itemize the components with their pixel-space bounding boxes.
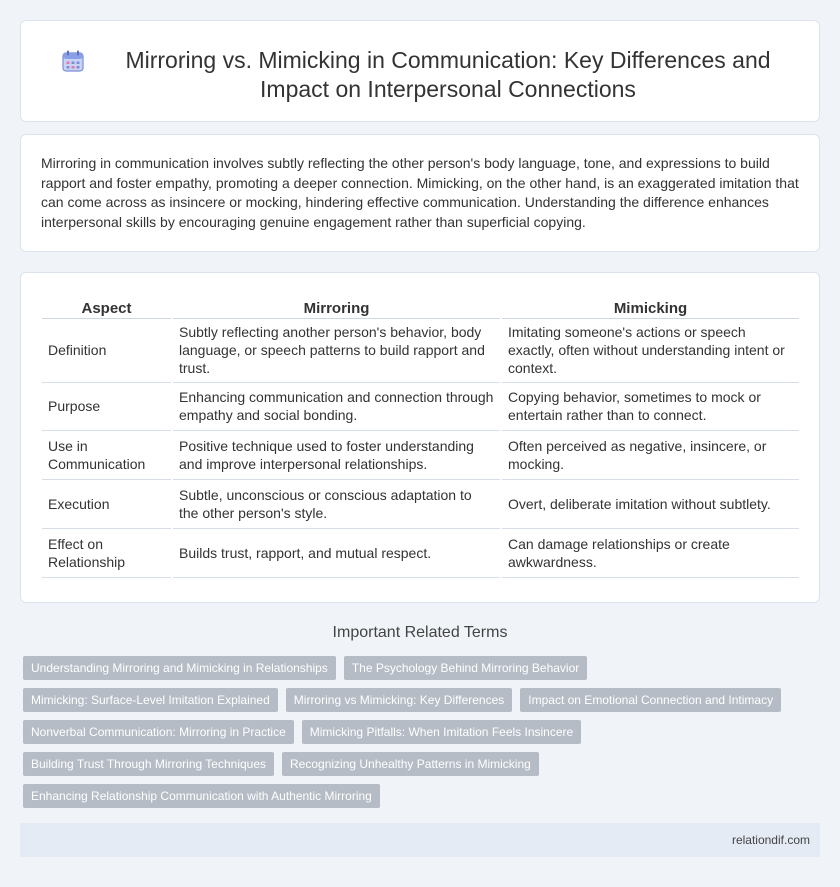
header-mimicking: Mimicking [501, 296, 799, 318]
aspect-cell: Definition [42, 318, 172, 382]
mimicking-cell: Can damage relationships or create awkwardness. [501, 528, 799, 577]
footer-site-link[interactable]: relationdif.com [731, 833, 810, 847]
related-term-link[interactable]: Impact on Emotional Connection and Intimacy [520, 688, 781, 712]
table-row [42, 318, 799, 382]
table-header-row [42, 296, 799, 318]
title-card [20, 20, 820, 122]
related-term-link[interactable]: Mirroring vs Mimicking: Key Differences [286, 688, 513, 712]
mimicking-cell: Imitating someone's actions or speech exactly, often without understanding intent or context. [501, 318, 799, 382]
aspect-cell: Execution [42, 479, 172, 528]
comparison-table [42, 296, 799, 578]
aspect-cell: Use in Communication [42, 430, 172, 479]
related-term-link[interactable]: Mimicking: Surface-Level Imitation Explained [23, 688, 278, 712]
table-row [42, 479, 799, 528]
related-term-link[interactable]: Recognizing Unhealthy Patterns in Mimicking [282, 752, 539, 776]
header-mirroring: Mirroring [172, 296, 501, 318]
mirroring-cell: Subtly reflecting another person's behavior, body language, or speech patterns to build rapport and trust. [172, 318, 501, 382]
intro-card [20, 134, 820, 252]
related-terms-heading: Important Related Terms [332, 624, 508, 641]
related-terms-list [23, 656, 813, 816]
table-row [42, 528, 799, 577]
header-aspect: Aspect [42, 296, 172, 318]
mimicking-cell: Often perceived as negative, insincere, or mocking. [501, 430, 799, 479]
related-term-link[interactable]: Enhancing Relationship Communication with Authentic Mirroring [23, 784, 380, 808]
related-term-link[interactable]: Nonverbal Communication: Mirroring in Practice [23, 720, 294, 744]
mirroring-cell: Enhancing communication and connection through empathy and social bonding. [172, 382, 501, 430]
table-row [42, 382, 799, 430]
related-term-link[interactable]: The Psychology Behind Mirroring Behavior [344, 656, 587, 680]
mirroring-cell: Builds trust, rapport, and mutual respect. [172, 528, 501, 577]
footer [20, 823, 820, 857]
table-row [42, 430, 799, 479]
mimicking-cell: Overt, deliberate imitation without subtlety. [501, 479, 799, 528]
related-term-link[interactable]: Building Trust Through Mirroring Techniques [23, 752, 274, 776]
aspect-cell: Effect on Relationship [42, 528, 172, 577]
mimicking-cell: Copying behavior, sometimes to mock or entertain rather than to connect. [501, 382, 799, 430]
aspect-cell: Purpose [42, 382, 172, 430]
calendar-icon [61, 49, 85, 73]
related-term-link[interactable]: Mimicking Pitfalls: When Imitation Feels Insincere [302, 720, 581, 744]
comparison-card [20, 272, 820, 603]
mirroring-cell: Subtle, unconscious or conscious adaptation to the other person's style. [172, 479, 501, 528]
mirroring-cell: Positive technique used to foster understanding and improve interpersonal relationships. [172, 430, 501, 479]
page-title: Mirroring vs. Mimicking in Communication: Key Differences and Impact on Interpersonal Connections [125, 47, 771, 102]
related-term-link[interactable]: Understanding Mirroring and Mimicking in Relationships [23, 656, 336, 680]
intro-paragraph: Mirroring in communication involves subtly reflecting the other person's body language, tone, and expressions to build rapport and foster empathy, promoting a deeper connection. Mimicking, on the other hand, is an exaggerated imitation that can come across as insincere or mocking, hindering effective communication. Understanding the difference enhances interpersonal skills by encouraging genuine engagement rather than superficial copying. [41, 155, 799, 230]
